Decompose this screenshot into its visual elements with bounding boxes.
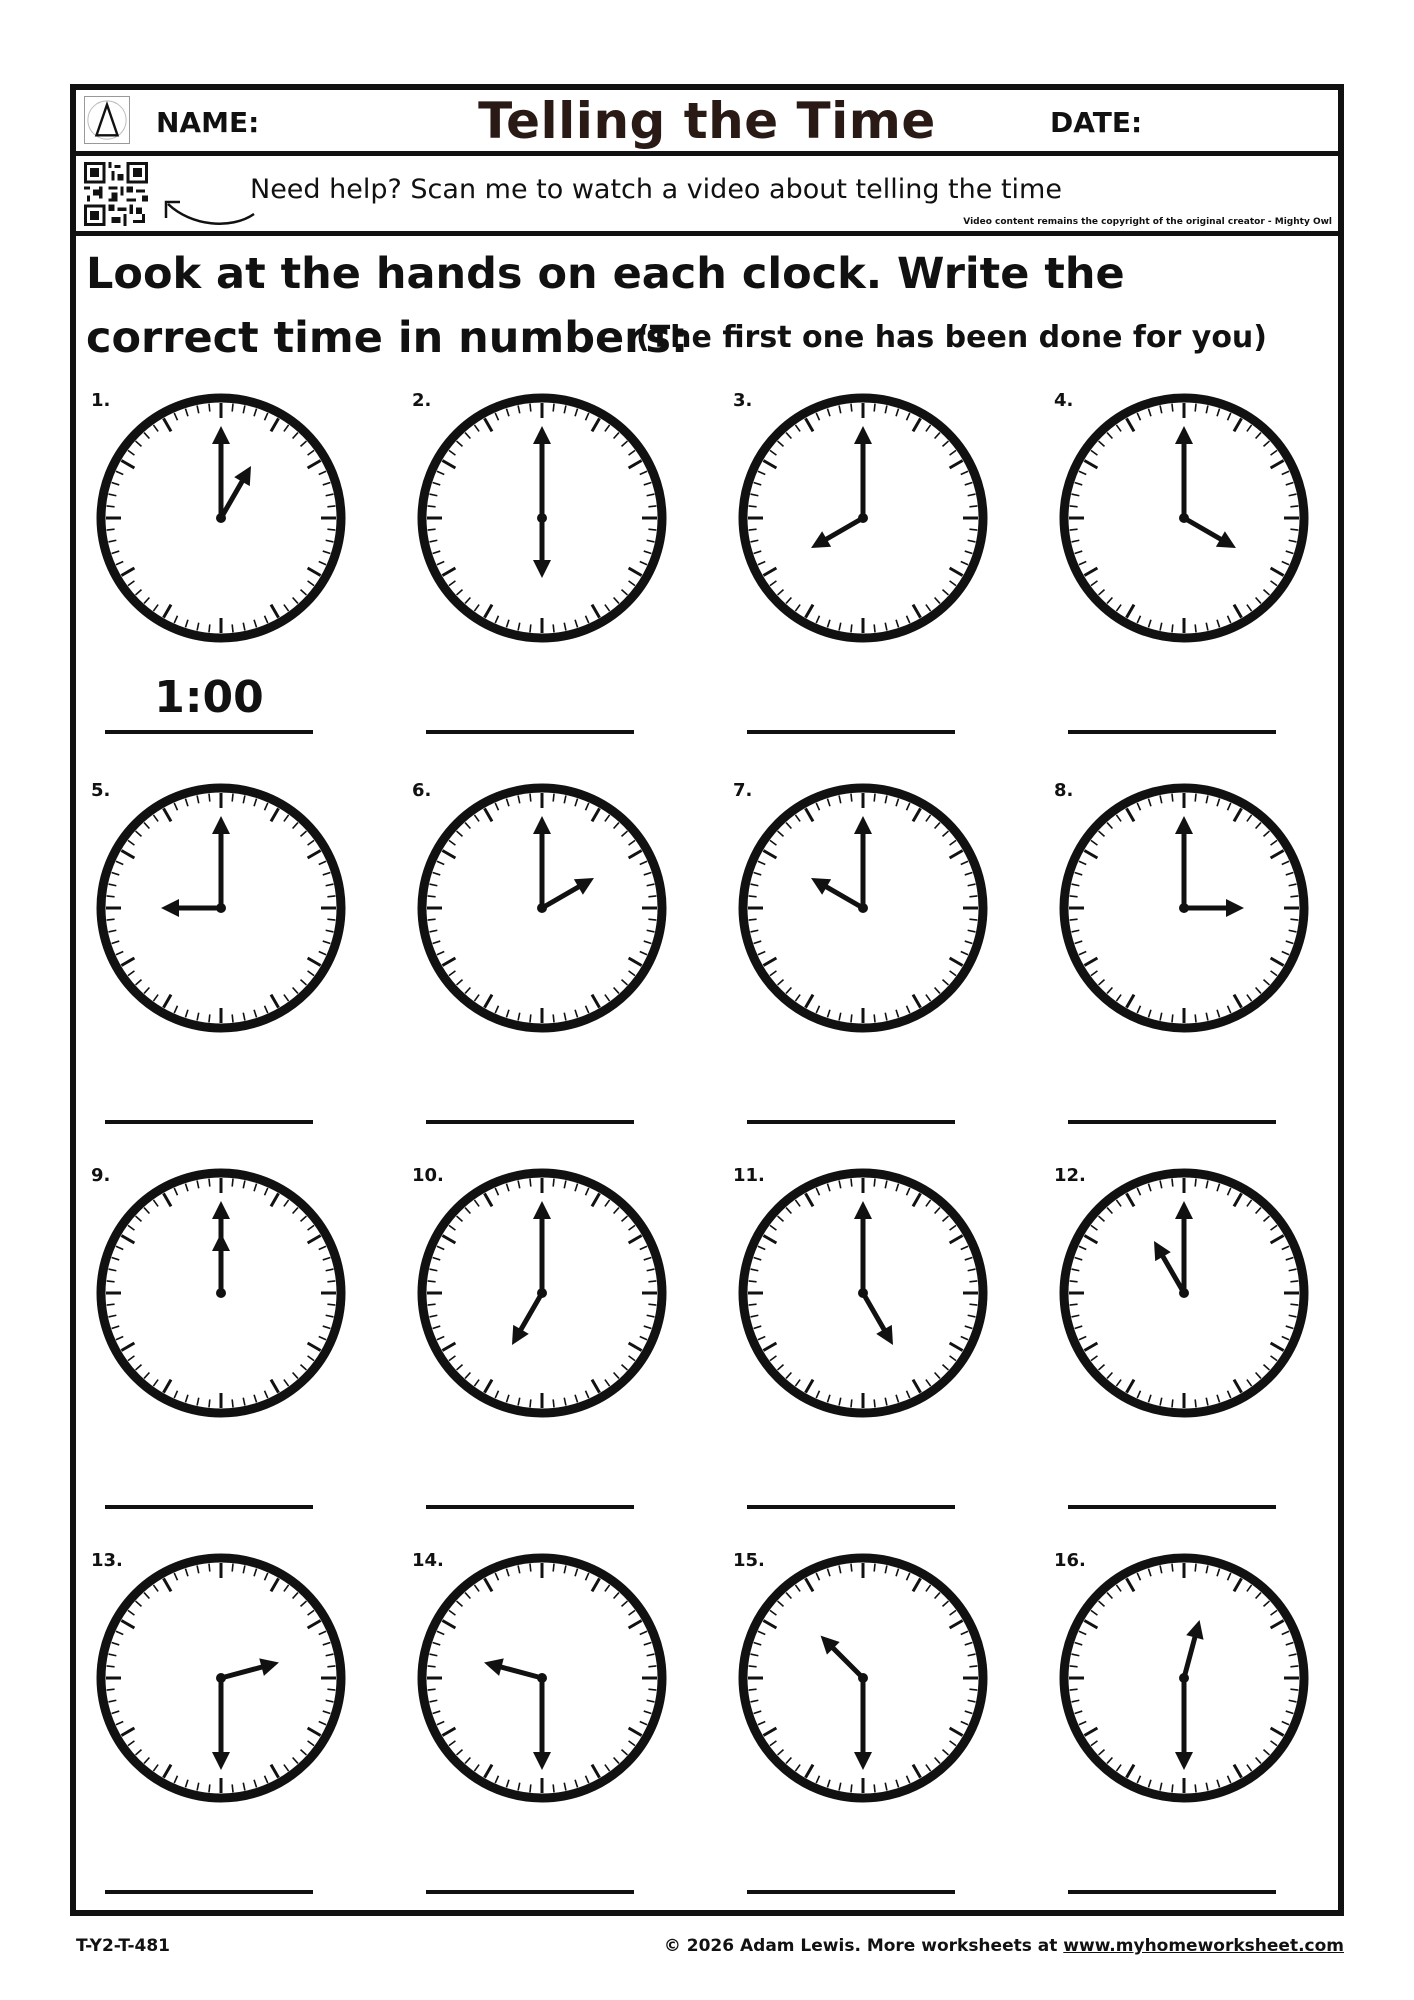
clock-number: 12. <box>1054 1165 1086 1186</box>
minute-tick <box>107 1304 115 1305</box>
answer-line[interactable] <box>426 1890 634 1894</box>
footer-link[interactable]: www.myhomeworksheet.com <box>1063 1936 1344 1956</box>
worksheet-code: T-Y2-T-481 <box>76 1936 170 1956</box>
minute-tick <box>1290 1304 1298 1305</box>
minute-tick <box>1195 1179 1196 1187</box>
clock-item-10 <box>412 1165 672 1535</box>
clock-center <box>1179 1673 1189 1683</box>
minute-tick <box>1195 624 1196 632</box>
minute-tick <box>209 1014 210 1022</box>
minute-tick <box>428 529 436 530</box>
help-text: Need help? Scan me to watch a video about telling the time <box>250 174 1062 205</box>
clock-number: 16. <box>1054 1550 1086 1571</box>
clock-face-icon <box>412 390 672 650</box>
clock-face-icon <box>733 780 993 1040</box>
minute-tick <box>107 1281 115 1282</box>
clock-item-2 <box>412 390 672 760</box>
clock-face-icon <box>1054 390 1314 650</box>
clock-face-icon <box>1054 780 1314 1040</box>
minute-tick <box>648 506 656 507</box>
minute-tick <box>851 1014 852 1022</box>
clock-item-7 <box>733 780 993 1150</box>
minute-tick <box>1290 529 1298 530</box>
clock-face-icon <box>91 780 351 1040</box>
minute-tick <box>1070 919 1078 920</box>
answer-line[interactable] <box>1068 1890 1276 1894</box>
clock-item-4 <box>1054 390 1314 760</box>
minute-tick <box>1172 1399 1173 1407</box>
minute-tick <box>749 1304 757 1305</box>
minute-tick <box>553 1784 554 1792</box>
clock-face-icon <box>733 390 993 650</box>
video-copyright-note: Video content remains the copyright of the original creator - Mighty Owl <box>963 217 1332 227</box>
clock-face-icon <box>91 390 351 650</box>
minute-tick <box>327 1666 335 1667</box>
clock-number: 9. <box>91 1165 111 1186</box>
answer-line[interactable] <box>747 1120 955 1124</box>
minute-tick <box>749 506 757 507</box>
minute-tick <box>1070 1666 1078 1667</box>
minute-tick <box>874 624 875 632</box>
help-row <box>76 156 1338 236</box>
clock-number: 2. <box>412 390 432 411</box>
clock-face-icon <box>91 1550 351 1810</box>
minute-tick <box>648 1281 656 1282</box>
answer-line[interactable] <box>426 730 634 734</box>
minute-tick <box>209 1179 210 1187</box>
minute-tick <box>1172 404 1173 412</box>
minute-tick <box>851 1784 852 1792</box>
minute-tick <box>232 794 233 802</box>
minute-tick <box>553 404 554 412</box>
minute-tick <box>851 1564 852 1572</box>
clock-center <box>537 513 547 523</box>
footer-copyright-text: © 2026 Adam Lewis. More worksheets at <box>663 1936 1064 1956</box>
clock-face-icon <box>733 1165 993 1425</box>
minute-tick <box>1290 896 1298 897</box>
clock-number: 4. <box>1054 390 1074 411</box>
clock-number: 1. <box>91 390 111 411</box>
minute-tick <box>874 1784 875 1792</box>
clock-item-13 <box>91 1550 351 1920</box>
clock-center <box>858 1673 868 1683</box>
minute-tick <box>428 506 436 507</box>
minute-tick <box>749 1666 757 1667</box>
answer-line[interactable] <box>1068 1505 1276 1509</box>
minute-tick <box>749 1689 757 1690</box>
minute-tick <box>1070 1281 1078 1282</box>
minute-tick <box>851 404 852 412</box>
minute-tick <box>874 794 875 802</box>
clock-face-icon <box>91 1165 351 1425</box>
minute-tick <box>209 794 210 802</box>
clock-center <box>1179 903 1189 913</box>
qr-code-icon[interactable] <box>84 162 148 226</box>
minute-tick <box>553 1014 554 1022</box>
minute-tick <box>1172 624 1173 632</box>
answer-line[interactable] <box>1068 1120 1276 1124</box>
minute-tick <box>553 794 554 802</box>
minute-tick <box>327 1304 335 1305</box>
clock-number: 8. <box>1054 780 1074 801</box>
minute-tick <box>1070 1689 1078 1690</box>
minute-tick <box>969 896 977 897</box>
clock-number: 11. <box>733 1165 765 1186</box>
minute-tick <box>530 794 531 802</box>
minute-tick <box>969 1689 977 1690</box>
minute-tick <box>1070 896 1078 897</box>
clock-center <box>216 1673 226 1683</box>
minute-tick <box>1172 1784 1173 1792</box>
answer-line[interactable] <box>747 1890 955 1894</box>
minute-tick <box>327 529 335 530</box>
minute-tick <box>428 1666 436 1667</box>
answer-line[interactable] <box>105 1120 313 1124</box>
clock-item-15 <box>733 1550 993 1920</box>
clock-number: 3. <box>733 390 753 411</box>
minute-tick <box>1290 1281 1298 1282</box>
minute-tick <box>749 896 757 897</box>
minute-tick <box>530 404 531 412</box>
minute-tick <box>1172 1014 1173 1022</box>
clock-item-12 <box>1054 1165 1314 1535</box>
answer-line[interactable] <box>105 1505 313 1509</box>
minute-tick <box>107 1689 115 1690</box>
worksheet-frame <box>70 84 1344 1916</box>
clock-item-11 <box>733 1165 993 1535</box>
clock-center <box>858 903 868 913</box>
minute-tick <box>1172 1564 1173 1572</box>
minute-tick <box>428 1689 436 1690</box>
answer-line[interactable] <box>426 1505 634 1509</box>
clock-center <box>537 903 547 913</box>
minute-tick <box>428 919 436 920</box>
minute-tick <box>553 1564 554 1572</box>
clock-item-3 <box>733 390 993 760</box>
minute-tick <box>232 624 233 632</box>
minute-tick <box>1290 1666 1298 1667</box>
clock-face-icon <box>412 780 672 1040</box>
clock-number: 14. <box>412 1550 444 1571</box>
clock-item-8 <box>1054 780 1314 1150</box>
minute-tick <box>969 919 977 920</box>
clock-center <box>537 1673 547 1683</box>
minute-tick <box>648 896 656 897</box>
minute-tick <box>1195 404 1196 412</box>
minute-tick <box>107 896 115 897</box>
minute-tick <box>1290 919 1298 920</box>
minute-tick <box>428 1281 436 1282</box>
clock-number: 10. <box>412 1165 444 1186</box>
minute-tick <box>209 404 210 412</box>
minute-tick <box>327 1281 335 1282</box>
clock-number: 7. <box>733 780 753 801</box>
minute-tick <box>969 1666 977 1667</box>
minute-tick <box>553 1179 554 1187</box>
clock-center <box>216 903 226 913</box>
minute-tick <box>874 1179 875 1187</box>
clock-number: 6. <box>412 780 432 801</box>
minute-tick <box>530 1179 531 1187</box>
clock-item-6 <box>412 780 672 1150</box>
minute-tick <box>327 1689 335 1690</box>
clock-face-icon <box>1054 1550 1314 1810</box>
minute-tick <box>1070 1304 1078 1305</box>
minute-tick <box>648 529 656 530</box>
minute-tick <box>428 1304 436 1305</box>
minute-tick <box>1195 1784 1196 1792</box>
minute-tick <box>209 1564 210 1572</box>
minute-tick <box>969 529 977 530</box>
clock-center <box>1179 1288 1189 1298</box>
minute-tick <box>107 919 115 920</box>
minute-tick <box>530 1784 531 1792</box>
minute-tick <box>1195 1014 1196 1022</box>
minute-tick <box>107 506 115 507</box>
footer-copyright <box>664 1936 1344 1956</box>
clock-center <box>216 513 226 523</box>
minute-tick <box>107 1666 115 1667</box>
minute-tick <box>530 1564 531 1572</box>
clock-number: 13. <box>91 1550 123 1571</box>
minute-tick <box>1070 529 1078 530</box>
minute-tick <box>874 404 875 412</box>
page-title: Telling the Time <box>478 92 936 150</box>
minute-tick <box>553 624 554 632</box>
minute-tick <box>209 1399 210 1407</box>
clock-item-1 <box>91 390 351 760</box>
clock-item-16 <box>1054 1550 1314 1920</box>
answer-line[interactable] <box>105 730 313 734</box>
minute-tick <box>553 1399 554 1407</box>
minute-tick <box>874 1399 875 1407</box>
clock-face-icon <box>412 1165 672 1425</box>
minute-tick <box>530 1399 531 1407</box>
minute-tick <box>851 624 852 632</box>
clock-center <box>858 1288 868 1298</box>
minute-tick <box>648 919 656 920</box>
answer-line[interactable] <box>747 1505 955 1509</box>
minute-tick <box>874 1014 875 1022</box>
clock-center <box>858 513 868 523</box>
minute-tick <box>1070 506 1078 507</box>
minute-tick <box>851 1179 852 1187</box>
minute-tick <box>969 506 977 507</box>
minute-tick <box>1195 1564 1196 1572</box>
clock-face-icon <box>733 1550 993 1810</box>
answer-value[interactable]: 1:00 <box>154 672 264 723</box>
answer-line[interactable] <box>747 730 955 734</box>
minute-tick <box>530 1014 531 1022</box>
minute-tick <box>1172 794 1173 802</box>
name-label: NAME: <box>156 106 260 139</box>
minute-tick <box>969 1281 977 1282</box>
minute-tick <box>530 624 531 632</box>
minute-tick <box>327 919 335 920</box>
minute-tick <box>232 1399 233 1407</box>
minute-tick <box>969 1304 977 1305</box>
clock-center <box>1179 513 1189 523</box>
clock-number: 5. <box>91 780 111 801</box>
clock-item-5 <box>91 780 351 1150</box>
instructions: Look at the hands on each clock. Write the correct time in numbers: <box>86 249 1125 363</box>
minute-tick <box>232 1014 233 1022</box>
header-row <box>76 90 1338 156</box>
minute-tick <box>749 919 757 920</box>
minute-tick <box>232 1179 233 1187</box>
minute-tick <box>648 1689 656 1690</box>
minute-tick <box>1195 794 1196 802</box>
minute-tick <box>327 896 335 897</box>
minute-tick <box>749 529 757 530</box>
minute-tick <box>107 529 115 530</box>
clock-face-icon <box>412 1550 672 1810</box>
minute-tick <box>1172 1179 1173 1187</box>
minute-tick <box>327 506 335 507</box>
minute-tick <box>874 1564 875 1572</box>
minute-tick <box>1195 1399 1196 1407</box>
clock-item-9 <box>91 1165 351 1535</box>
minute-tick <box>648 1304 656 1305</box>
minute-tick <box>209 1784 210 1792</box>
clock-face-icon <box>1054 1165 1314 1425</box>
clock-item-14 <box>412 1550 672 1920</box>
clock-number: 15. <box>733 1550 765 1571</box>
answer-line[interactable] <box>1068 730 1276 734</box>
answer-line[interactable] <box>426 1120 634 1124</box>
answer-line[interactable] <box>105 1890 313 1894</box>
minute-tick <box>851 1399 852 1407</box>
minute-tick <box>232 1564 233 1572</box>
minute-tick <box>1290 506 1298 507</box>
minute-tick <box>749 1281 757 1282</box>
clock-center <box>537 1288 547 1298</box>
minute-tick <box>428 896 436 897</box>
date-label: DATE: <box>1050 106 1143 139</box>
hint-text: (The first one has been done for you) <box>636 320 1267 355</box>
minute-tick <box>232 1784 233 1792</box>
minute-tick <box>232 404 233 412</box>
clock-center <box>216 1288 226 1298</box>
minute-tick <box>648 1666 656 1667</box>
minute-tick <box>851 794 852 802</box>
minute-tick <box>1290 1689 1298 1690</box>
minute-tick <box>209 624 210 632</box>
